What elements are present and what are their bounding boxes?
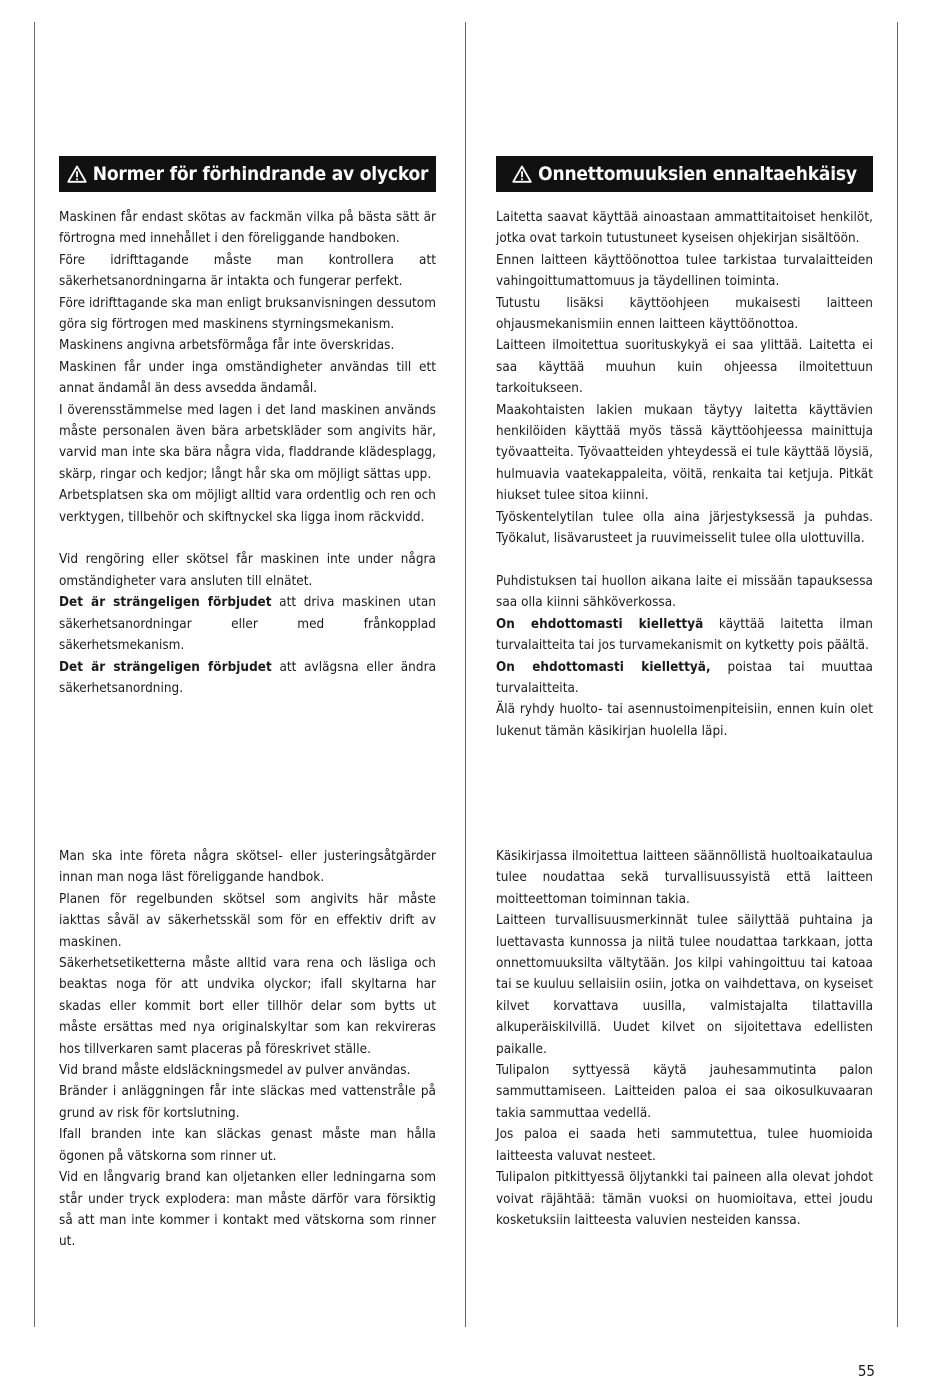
paragraph (59, 1167, 436, 1253)
paragraph-text: att driva maskinen utan säkerhetsanordningar eller med frånkopplad säkerhetsmekanism. (59, 595, 436, 654)
paragraph (496, 293, 873, 336)
paragraph-text: Ennen laitteen käyttöönottoa tulee tarkistaa turvalaitteiden vahingoittumattomuus ja täydellinen toiminta. (496, 252, 873, 290)
paragraph-text: Arbetsplatsen ska om möjligt alltid vara ordentlig och ren och verktygen, tillbehör och skiftnyckel ska ligga inom räckvidd. (59, 488, 436, 525)
paragraph-text: Laitteen ilmoitettua suorituskykyä ei saa ylittää. Laitetta ei saa käyttää muuhun kuin ohjeessa ilmoitettuun tarkoitukseen. (496, 338, 873, 397)
section-heading-swedish (59, 156, 436, 192)
paragraph-text: I överensstämmelse med lagen i det land maskinen används måste personalen även bära arbetskläder som angivits här, varvid man inte ska bära några vida, fladdrande klädesplagg, skärp, ringar och kedjor; långt hår ska om möjligt sättas upp. (59, 402, 436, 482)
paragraph (496, 657, 873, 700)
paragraph (59, 549, 436, 592)
paragraph (496, 1060, 873, 1124)
paragraph (496, 507, 873, 550)
paragraph-text: Maskinens angivna arbetsförmåga får inte överskridas. (59, 338, 395, 354)
paragraph (59, 207, 436, 250)
paragraph-text: Ifall branden inte kan släckas genast måste man hålla ögonen på vätskorna som rinner ut. (59, 1127, 436, 1164)
emphasis-text: On ehdottomasti kiellettyä (496, 616, 704, 632)
paragraph (59, 846, 436, 889)
paragraph-text: Laitetta saavat käyttää ainoastaan ammattitaitoiset henkilöt, jotka ovat tarkoin tutustuneet kyseisen ohjekirjan sisältöön. (496, 210, 873, 247)
heading-text: Onnettomuuksien ennaltaehkäisy (538, 163, 857, 185)
paragraph-text: käyttää laitetta ilman turvalaitteita tai jos turvamekanismit on kytketty pois päältä. (496, 616, 873, 654)
paragraph-text: Vid brand måste eldsläckningsmedel av pulver användas. (59, 1063, 411, 1079)
paragraph-text: att avlägsna eller ändra säkerhetsanordning. (59, 659, 436, 696)
paragraph-text: poistaa tai muuttaa turvalaitteita. (496, 659, 873, 696)
paragraph-text: Maskinen får under inga omständigheter användas till ett annat ändamål än dess avsedda ändamål. (59, 359, 436, 397)
paragraph-text: Före idrifttagande ska man enligt bruksanvisningen dessutom göra sig förtrogen med maskinens styrningsmekanism. (59, 295, 436, 333)
paragraph (59, 293, 436, 336)
paragraph (59, 357, 436, 400)
finnish-text-block-1 (496, 207, 873, 742)
paragraph (496, 1124, 873, 1167)
paragraph (496, 400, 873, 507)
paragraph-text: Tulipalon pitkittyessä öljytankki tai paineen alla olevat johdot voivat räjähtää: tämän vuoksi on huomioitava, ettei joudu kosketuksiin laitteesta valuvien nesteiden kanssa. (496, 1170, 873, 1228)
paragraph (59, 1124, 436, 1167)
warning-triangle-icon (512, 165, 532, 183)
paragraph-text: Planen för regelbunden skötsel som angivits här måste iakttas såväl av säkerhetsskäl som för en effektiv drift av maskinen. (59, 891, 436, 950)
emphasis-text: Det är strängeligen förbjudet (59, 595, 272, 611)
paragraph-text: Tulipalon syttyessä käytä jauhesammutinta palon sammuttamiseen. Laitteiden paloa ei saa oikosulkuvaaran takia sammuttaa vedellä. (496, 1063, 873, 1121)
paragraph-text: Vid en långvarig brand kan oljetanken eller ledningarna som står under tryck explodera: man måste därför vara försiktig så att man inte kommer i kontakt med vätskorna som rinner ut. (59, 1170, 436, 1250)
right-margin-rule (897, 22, 898, 1327)
left-margin-rule (34, 22, 35, 1327)
paragraph-text: Jos paloa ei saada heti sammutettua, tulee huomioida laitteesta valuvat nesteet. (496, 1127, 873, 1164)
paragraph (59, 335, 436, 356)
paragraph (59, 889, 436, 953)
paragraph-text: Maskinen får endast skötas av fackmän vilka på bästa sätt är förtrogna med innehållet i den föreliggande handboken. (59, 210, 436, 247)
center-column-rule (465, 22, 466, 1327)
paragraph-text: Maakohtaisten lakien mukaan täytyy laitetta käyttävien henkilöiden käyttää myös tässä käyttöohjeessa mainittuja työvaatteita. Työvaatteiden yhteydessä ei tule käyttää löysiä, hulmuavia vaatekappaleita, vöitä, renkaita tai ketjuja. Pitkät hiukset tulee sitoa kiinni. (496, 402, 873, 504)
paragraph-text: Älä ryhdy huolto- tai asennustoimenpiteisiin, ennen kuin olet lukenut tämän käsikirjan huolella läpi. (496, 702, 873, 739)
emphasis-text: On ehdottomasti kiellettyä, (496, 659, 711, 675)
warning-triangle-icon (67, 165, 87, 183)
paragraph-spacer (59, 528, 436, 549)
paragraph (496, 250, 873, 293)
paragraph (59, 485, 436, 528)
paragraph (496, 571, 873, 614)
paragraph (59, 657, 436, 700)
paragraph (496, 846, 873, 910)
paragraph-text: Työskentelytilan tulee olla aina järjestyksessä ja puhdas. Työkalut, lisävarusteet ja ruuvimeisselit tulee olla ulottuvilla. (496, 509, 873, 547)
paragraph (59, 1060, 436, 1081)
paragraph (59, 953, 436, 1060)
paragraph (496, 207, 873, 250)
paragraph-text: Man ska inte företa några skötsel- eller justeringsåtgärder innan man noga läst föreliggande handbok. (59, 849, 436, 886)
swedish-text-block-2 (59, 846, 436, 1253)
section-heading-finnish (496, 156, 873, 192)
finnish-text-block-2 (496, 846, 873, 1231)
paragraph (496, 1167, 873, 1231)
page-number: 55 (857, 1362, 875, 1380)
paragraph-text: Före idrifttagande måste man kontrollera att säkerhetsanordningarna är intakta och fungerar perfekt. (59, 252, 436, 290)
paragraph (59, 400, 436, 486)
heading-text: Normer för förhindrande av olyckor (92, 163, 429, 185)
paragraph-text: Säkerhetsetiketterna måste alltid vara rena och läsliga och beaktas noga för att undvika olyckor; ifall skyltarna har skadas eller kommit bort eller tillhör delar som bytts ut måste ersättas med nya originalskyltar som kan rekvireras hos tillverkaren samt placeras på föreskrivet ställe. (59, 956, 436, 1057)
paragraph (496, 699, 873, 742)
paragraph (59, 1081, 436, 1124)
paragraph-text: Tutustu lisäksi käyttöohjeen mukaisesti laitteen ohjausmekanismiin ennen laitteen käyttöönottoa. (496, 295, 873, 333)
paragraph-text: Käsikirjassa ilmoitettua laitteen säännöllistä huoltoaikataulua tulee noudattaa sekä turvallisuussyistä että laitteen moitteettoman toiminnan takia. (496, 849, 873, 907)
paragraph-text: Puhdistuksen tai huollon aikana laite ei missään tapauksessa saa olla kiinni sähköverkossa. (496, 573, 873, 611)
paragraph-text: Vid rengöring eller skötsel får maskinen inte under några omständigheter vara ansluten till elnätet. (59, 552, 436, 589)
paragraph-text: Bränder i anläggningen får inte släckas med vattenstråle på grund av risk för kortslutning. (59, 1084, 436, 1121)
paragraph-spacer (496, 550, 873, 571)
paragraph-text: Laitteen turvallisuusmerkinnät tulee säilyttää puhtaina ja luettavasta kunnossa ja niitä tulee noudattaa tarkkaan, jotta onnettomuuksilta vältytään. Jos kilpi vahingoittuu tai katoaa tai se kuuluu sellaisiin osiin, jotka on vaihdettava, on kyseiset kilvet korvattava uusilla, valmistajalta tilattavilla alkuperäiskilvillä. Uudet kilvet on sijoitettava edellisten paikalle. (496, 913, 873, 1057)
swedish-text-block-1 (59, 207, 436, 699)
paragraph (59, 592, 436, 656)
paragraph (59, 250, 436, 293)
paragraph (496, 614, 873, 657)
emphasis-text: Det är strängeligen förbjudet (59, 659, 272, 675)
paragraph (496, 910, 873, 1060)
paragraph (496, 335, 873, 399)
